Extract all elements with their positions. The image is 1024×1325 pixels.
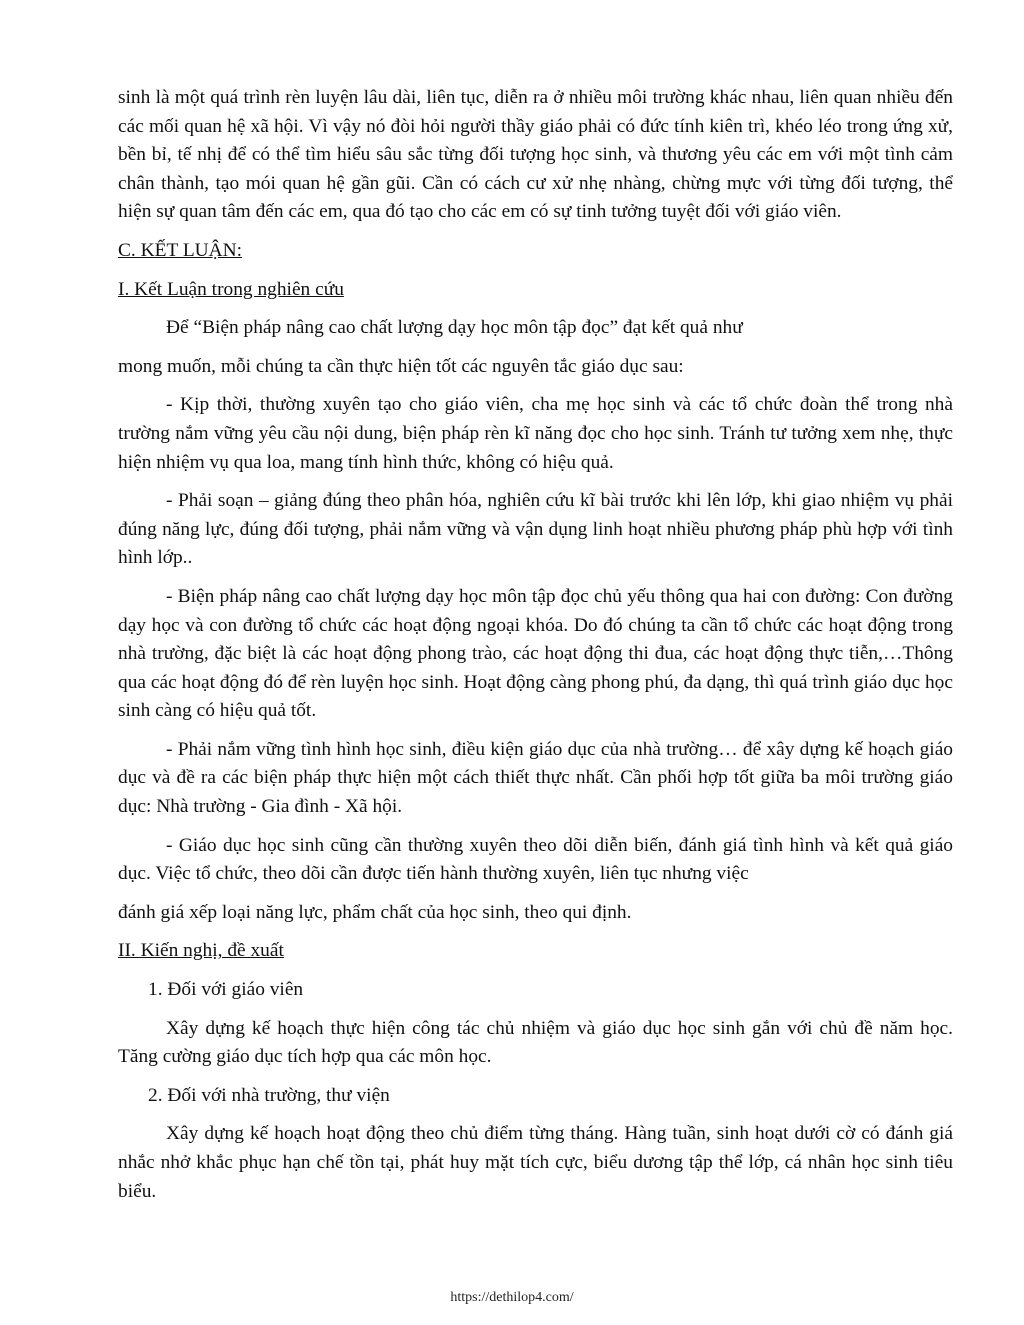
bullet-monitoring-end: đánh giá xếp loại năng lực, phẩm chất của học sinh, theo qui định. — [118, 901, 632, 923]
paragraph-goal-line2: mong muốn, mỗi chúng ta cần thực hiện tốt các nguyên tắc giáo dục sau: — [118, 355, 684, 377]
bullet-lesson-prep: - Phải soạn – giảng đúng theo phân hóa, nghiên cứu kĩ bài trước khi lên lớp, khi giao nhiệm vụ phải đúng năng lực, đúng đối tượng, phải nắm vững và vận dụng linh hoạt nhiều phương pháp phù hợp với tình hình lớp.. — [118, 490, 953, 569]
heading-recommendations: II. Kiến nghị, đề xuất — [118, 940, 284, 962]
footer-url: https://dethilop4.com/ — [450, 1290, 574, 1305]
subheading-school-library: 2. Đối với nhà trường, thư viện — [148, 1084, 390, 1106]
bullet-two-paths: - Biện pháp nâng cao chất lượng dạy học môn tập đọc chủ yếu thông qua hai con đường: Con đường dạy học và con đường tổ chức các hoạt động ngoại khóa. Do đó chúng ta cần tổ chức các hoạt động trong nhà trường, đặc biệt là các hoạt động phong trào, các hoạt động thi đua, các hoạt động thực tiễn,…Thông qua các hoạt động đó để rèn luyện học sinh. Hoạt động càng phong phú, đa dạng, thì quá trình giáo dục học sinh càng có hiệu quả tốt. — [118, 585, 953, 722]
bullet-situation: - Phải nắm vững tình hình học sinh, điều kiện giáo dục của nhà trường… để xây dựng kế hoạch giáo dục và đề ra các biện pháp thực hiện một cách thiết thực nhất. Cần phối hợp tốt giữa ba môi trường giáo dục: Nhà trường - Gia đình - Xã hội. — [118, 738, 953, 818]
bullet-timely: - Kịp thời, thường xuyên tạo cho giáo viên, cha mẹ học sinh và các tổ chức đoàn thể trong nhà trường nắm vững yêu cầu nội dung, biện pháp rèn kĩ năng đọc cho học sinh. Tránh tư tưởng xem nhẹ, thực hiện nhiệm vụ qua loa, mang tính hình thức, không có hiệu quả. — [118, 394, 953, 473]
heading-conclusion: C. KẾT LUẬN: — [118, 239, 243, 261]
paragraph-school-library: Xây dựng kế hoạch hoạt động theo chủ điểm từng tháng. Hàng tuần, sinh hoạt dưới cờ có đánh giá nhắc nhở khắc phục hạn chế tồn tại, phát huy mặt tích cực, biểu dương tập thể lớp, cá nhân học sinh tiêu biểu. — [118, 1123, 953, 1202]
paragraph-intro: sinh là một quá trình rèn luyện lâu dài, liên tục, diễn ra ở nhiều môi trường khác nhau, liên quan nhiều đến các mối quan hệ xã hội. Vì vậy nó đòi hỏi người thầy giáo phải có đức tính kiên trì, khéo léo trong ứng xử, bền bỉ, tế nhị để có thể tìm hiểu sâu sắc từng đối tượng học sinh, và thương yêu các em với một tình cảm chân thành, tạo mói quan hệ gần gũi. Cần có cách cư xử nhẹ nhàng, chừng mực với từng đối tượng, thể hiện sự quan tâm đến các em, qua đó tạo cho các em có sự tinh tưởng tuyệt đối với giáo viên. — [118, 87, 953, 223]
document-body — [118, 84, 953, 1206]
bullet-monitoring: - Giáo dục học sinh cũng cần thường xuyên theo dõi diễn biến, đánh giá tình hình và kết quả giáo dục. Việc tổ chức, theo dõi cần được tiến hành thường xuyên, liên tục nhưng việc — [118, 834, 953, 885]
paragraph-teachers: Xây dựng kế hoạch thực hiện công tác chủ nhiệm và giáo dục học sinh gắn với chủ đề năm học. Tăng cường giáo dục tích hợp qua các môn học. — [118, 1017, 953, 1068]
heading-research-conclusion: I. Kết Luận trong nghiên cứu — [118, 278, 344, 300]
paragraph-goal-line1: Để “Biện pháp nâng cao chất lượng dạy học môn tập đọc” đạt kết quả như — [166, 317, 743, 339]
subheading-teachers: 1. Đối với giáo viên — [148, 979, 304, 1001]
